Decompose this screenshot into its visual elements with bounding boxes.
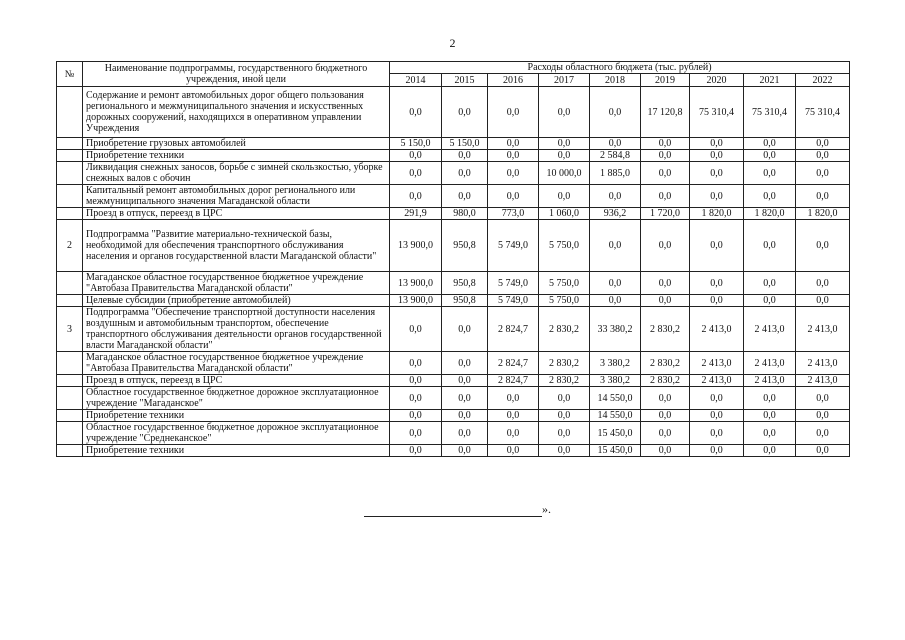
value-cell: 980,0 — [442, 208, 488, 220]
value-cell: 0,0 — [539, 445, 590, 457]
row-number — [57, 445, 83, 457]
value-cell: 0,0 — [796, 445, 850, 457]
value-cell: 0,0 — [796, 422, 850, 445]
value-cell: 0,0 — [690, 150, 744, 162]
column-header-name: Наименование подпрограммы, государственного бюджетного учреждения, иной цели — [83, 62, 390, 87]
value-cell: 0,0 — [539, 387, 590, 410]
table-row — [57, 150, 850, 162]
row-number — [57, 208, 83, 220]
value-cell: 0,0 — [442, 387, 488, 410]
row-name: Ликвидация снежных заносов, борьбе с зимней скользкостью, уборке снежных валов с обочин — [83, 162, 390, 185]
year-header: 2014 — [390, 74, 442, 87]
value-cell: 5 749,0 — [488, 295, 539, 307]
value-cell: 1 060,0 — [539, 208, 590, 220]
table-row — [57, 272, 850, 295]
value-cell: 0,0 — [690, 272, 744, 295]
value-cell: 0,0 — [641, 162, 690, 185]
value-cell: 2 830,2 — [641, 352, 690, 375]
row-number: 3 — [57, 307, 83, 352]
table-row — [57, 185, 850, 208]
table-row — [57, 208, 850, 220]
row-name: Целевые субсидии (приобретение автомобилей) — [83, 295, 390, 307]
value-cell: 1 820,0 — [690, 208, 744, 220]
value-cell: 5 749,0 — [488, 272, 539, 295]
value-cell: 0,0 — [796, 295, 850, 307]
year-header: 2021 — [744, 74, 796, 87]
value-cell: 0,0 — [796, 162, 850, 185]
value-cell: 1 820,0 — [744, 208, 796, 220]
value-cell: 0,0 — [796, 150, 850, 162]
year-header: 2015 — [442, 74, 488, 87]
table-row — [57, 307, 850, 352]
value-cell: 2 413,0 — [744, 375, 796, 387]
value-cell: 0,0 — [796, 185, 850, 208]
row-name: Приобретение грузовых автомобилей — [83, 138, 390, 150]
column-header-number: № — [57, 62, 83, 87]
value-cell: 0,0 — [442, 422, 488, 445]
value-cell: 2 413,0 — [690, 307, 744, 352]
row-name: Магаданское областное государственное бюджетное учреждение "Автобаза Правительства Магаданской области" — [83, 352, 390, 375]
value-cell: 0,0 — [590, 272, 641, 295]
value-cell: 5 150,0 — [390, 138, 442, 150]
value-cell: 75 310,4 — [796, 87, 850, 138]
value-cell: 0,0 — [390, 445, 442, 457]
value-cell: 0,0 — [744, 422, 796, 445]
value-cell: 0,0 — [796, 272, 850, 295]
row-name: Магаданское областное государственное бюджетное учреждение "Автобаза Правительства Магаданской области" — [83, 272, 390, 295]
column-header-expenses: Расходы областного бюджета (тыс. рублей) — [390, 62, 850, 74]
value-cell: 0,0 — [641, 422, 690, 445]
value-cell: 0,0 — [442, 185, 488, 208]
value-cell: 0,0 — [539, 87, 590, 138]
value-cell: 950,8 — [442, 220, 488, 272]
value-cell: 0,0 — [539, 150, 590, 162]
value-cell: 0,0 — [488, 422, 539, 445]
value-cell: 3 380,2 — [590, 352, 641, 375]
value-cell: 0,0 — [390, 150, 442, 162]
value-cell: 2 824,7 — [488, 307, 539, 352]
value-cell: 950,8 — [442, 272, 488, 295]
value-cell: 0,0 — [690, 295, 744, 307]
value-cell: 2 413,0 — [796, 307, 850, 352]
row-name: Капитальный ремонт автомобильных дорог регионального или межмуниципального значения Магаданской области — [83, 185, 390, 208]
value-cell: 0,0 — [641, 445, 690, 457]
value-cell: 2 830,2 — [539, 352, 590, 375]
value-cell: 14 550,0 — [590, 410, 641, 422]
value-cell: 0,0 — [590, 87, 641, 138]
row-name: Подпрограмма "Обеспечение транспортной доступности населения воздушным и автомобильным транспортом, обеспечение транспортного обслуживания деятельности органов государственной власти Магаданской области" — [83, 307, 390, 352]
table-header — [57, 62, 850, 87]
row-name: Содержание и ремонт автомобильных дорог общего пользования регионального и межмуниципального значения и искусственных дорожных сооружений, находящихся в оперативном управлении Учреждения — [83, 87, 390, 138]
value-cell: 15 450,0 — [590, 445, 641, 457]
value-cell: 2 413,0 — [690, 352, 744, 375]
value-cell: 0,0 — [744, 387, 796, 410]
row-number — [57, 272, 83, 295]
value-cell: 0,0 — [488, 445, 539, 457]
table-row — [57, 422, 850, 445]
row-name: Проезд в отпуск, переезд в ЦРС — [83, 375, 390, 387]
year-header: 2017 — [539, 74, 590, 87]
value-cell: 0,0 — [744, 162, 796, 185]
value-cell: 0,0 — [690, 138, 744, 150]
value-cell: 0,0 — [390, 375, 442, 387]
value-cell: 0,0 — [442, 445, 488, 457]
value-cell: 0,0 — [641, 272, 690, 295]
value-cell: 1 885,0 — [590, 162, 641, 185]
row-number: 2 — [57, 220, 83, 272]
value-cell: 2 584,8 — [590, 150, 641, 162]
value-cell: 0,0 — [539, 422, 590, 445]
value-cell: 5 150,0 — [442, 138, 488, 150]
value-cell: 0,0 — [488, 138, 539, 150]
row-number — [57, 375, 83, 387]
value-cell: 0,0 — [442, 150, 488, 162]
row-number — [57, 185, 83, 208]
value-cell: 0,0 — [796, 387, 850, 410]
value-cell: 0,0 — [539, 410, 590, 422]
value-cell: 0,0 — [744, 272, 796, 295]
value-cell: 1 720,0 — [641, 208, 690, 220]
value-cell: 0,0 — [390, 87, 442, 138]
value-cell: 0,0 — [690, 410, 744, 422]
value-cell: 0,0 — [442, 87, 488, 138]
value-cell: 0,0 — [488, 162, 539, 185]
value-cell: 2 413,0 — [796, 352, 850, 375]
value-cell: 0,0 — [690, 387, 744, 410]
row-number — [57, 87, 83, 138]
value-cell: 0,0 — [690, 162, 744, 185]
value-cell: 2 413,0 — [690, 375, 744, 387]
value-cell: 0,0 — [442, 307, 488, 352]
row-number — [57, 150, 83, 162]
value-cell: 0,0 — [442, 162, 488, 185]
value-cell: 13 900,0 — [390, 220, 442, 272]
value-cell: 0,0 — [390, 387, 442, 410]
value-cell: 773,0 — [488, 208, 539, 220]
value-cell: 0,0 — [796, 220, 850, 272]
value-cell: 1 820,0 — [796, 208, 850, 220]
value-cell: 0,0 — [390, 162, 442, 185]
value-cell: 0,0 — [641, 410, 690, 422]
budget-table — [56, 61, 850, 457]
table-row — [57, 295, 850, 307]
value-cell: 0,0 — [390, 352, 442, 375]
value-cell: 0,0 — [539, 138, 590, 150]
value-cell: 5 750,0 — [539, 295, 590, 307]
row-number — [57, 352, 83, 375]
value-cell: 0,0 — [488, 87, 539, 138]
value-cell: 2 413,0 — [796, 375, 850, 387]
value-cell: 0,0 — [390, 185, 442, 208]
table-row — [57, 352, 850, 375]
table-row — [57, 162, 850, 185]
footer-closing — [364, 502, 551, 516]
value-cell: 0,0 — [590, 295, 641, 307]
row-number — [57, 295, 83, 307]
year-header: 2019 — [641, 74, 690, 87]
value-cell: 0,0 — [390, 422, 442, 445]
row-number — [57, 138, 83, 150]
value-cell: 0,0 — [442, 375, 488, 387]
value-cell: 0,0 — [641, 185, 690, 208]
value-cell: 0,0 — [488, 185, 539, 208]
year-header: 2018 — [590, 74, 641, 87]
value-cell: 0,0 — [641, 220, 690, 272]
row-number — [57, 387, 83, 410]
value-cell: 2 413,0 — [744, 307, 796, 352]
table-row — [57, 375, 850, 387]
value-cell: 0,0 — [488, 150, 539, 162]
table-row — [57, 138, 850, 150]
table-row — [57, 87, 850, 138]
year-header: 2016 — [488, 74, 539, 87]
value-cell: 0,0 — [488, 410, 539, 422]
value-cell: 291,9 — [390, 208, 442, 220]
row-number — [57, 422, 83, 445]
value-cell: 2 824,7 — [488, 352, 539, 375]
value-cell: 2 413,0 — [744, 352, 796, 375]
table-row — [57, 387, 850, 410]
value-cell: 2 830,2 — [539, 307, 590, 352]
value-cell: 0,0 — [641, 150, 690, 162]
value-cell: 0,0 — [590, 185, 641, 208]
value-cell: 15 450,0 — [590, 422, 641, 445]
year-header: 2022 — [796, 74, 850, 87]
year-header: 2020 — [690, 74, 744, 87]
row-name: Подпрограмма "Развитие материально-технической базы, необходимой для обеспечения транспортного обслуживания населения и органов государственной власти Магаданской области" — [83, 220, 390, 272]
value-cell: 0,0 — [690, 445, 744, 457]
value-cell: 0,0 — [442, 352, 488, 375]
table-body — [57, 87, 850, 457]
value-cell: 0,0 — [744, 138, 796, 150]
value-cell: 0,0 — [690, 422, 744, 445]
value-cell: 0,0 — [796, 410, 850, 422]
value-cell: 936,2 — [590, 208, 641, 220]
value-cell: 5 750,0 — [539, 220, 590, 272]
value-cell: 0,0 — [744, 445, 796, 457]
value-cell: 0,0 — [590, 220, 641, 272]
value-cell: 0,0 — [690, 220, 744, 272]
value-cell: 0,0 — [641, 295, 690, 307]
table-row — [57, 445, 850, 457]
table-row — [57, 410, 850, 422]
value-cell: 0,0 — [390, 410, 442, 422]
value-cell: 5 749,0 — [488, 220, 539, 272]
value-cell: 75 310,4 — [690, 87, 744, 138]
value-cell: 0,0 — [641, 387, 690, 410]
value-cell: 0,0 — [690, 185, 744, 208]
value-cell: 0,0 — [744, 295, 796, 307]
value-cell: 2 830,2 — [641, 375, 690, 387]
value-cell: 75 310,4 — [744, 87, 796, 138]
footer-underline — [364, 504, 542, 517]
footer-mark: ». — [542, 502, 551, 516]
value-cell: 5 750,0 — [539, 272, 590, 295]
value-cell: 2 830,2 — [641, 307, 690, 352]
page-number: 2 — [449, 36, 456, 50]
value-cell: 0,0 — [442, 410, 488, 422]
value-cell: 0,0 — [744, 150, 796, 162]
row-name: Областное государственное бюджетное дорожное эксплуатационное учреждение "Магаданское" — [83, 387, 390, 410]
value-cell: 0,0 — [641, 138, 690, 150]
value-cell: 14 550,0 — [590, 387, 641, 410]
value-cell: 13 900,0 — [390, 272, 442, 295]
value-cell: 2 830,2 — [539, 375, 590, 387]
row-name: Областное государственное бюджетное дорожное эксплуатационное учреждение "Среднеканское" — [83, 422, 390, 445]
row-name: Проезд в отпуск, переезд в ЦРС — [83, 208, 390, 220]
value-cell: 13 900,0 — [390, 295, 442, 307]
table-row — [57, 220, 850, 272]
value-cell: 0,0 — [390, 307, 442, 352]
value-cell: 17 120,8 — [641, 87, 690, 138]
value-cell: 0,0 — [744, 185, 796, 208]
value-cell: 3 380,2 — [590, 375, 641, 387]
row-name: Приобретение техники — [83, 445, 390, 457]
value-cell: 950,8 — [442, 295, 488, 307]
value-cell: 0,0 — [744, 410, 796, 422]
value-cell: 0,0 — [539, 185, 590, 208]
value-cell: 10 000,0 — [539, 162, 590, 185]
value-cell: 0,0 — [488, 387, 539, 410]
row-number — [57, 410, 83, 422]
value-cell: 33 380,2 — [590, 307, 641, 352]
value-cell: 2 824,7 — [488, 375, 539, 387]
row-name: Приобретение техники — [83, 410, 390, 422]
row-name: Приобретение техники — [83, 150, 390, 162]
value-cell: 0,0 — [744, 220, 796, 272]
value-cell: 0,0 — [796, 138, 850, 150]
value-cell: 0,0 — [590, 138, 641, 150]
row-number — [57, 162, 83, 185]
